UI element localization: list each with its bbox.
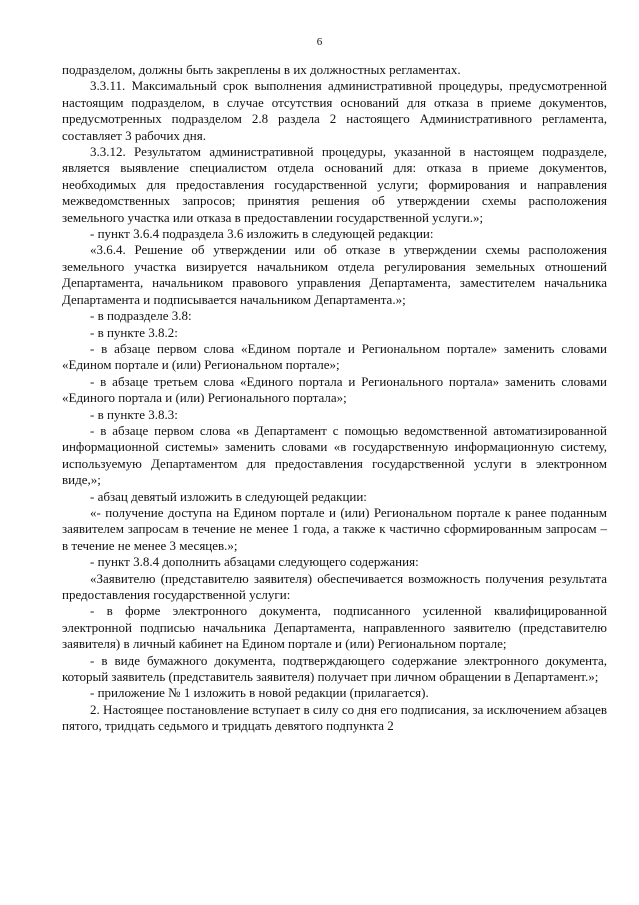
paragraph-3-8-4-paper: - в виде бумажного документа, подтверждающего содержание электронного документа, который заявитель (представитель заявителя) получает при личном обращении в Департамент.»; [62, 652, 607, 685]
paragraph-3-8-3-ninth: «- получение доступа на Едином портале и (или) Региональном портале к ранее поданным заявителем запросам в течение не менее 1 года, а также к частично сформированным запросам – в течение не менее 3 месяцев.»; [62, 504, 607, 553]
paragraph-3-8-4-intro: «Заявителю (представителю заявителя) обеспечивается возможность получения результата предоставления государственной услуги: [62, 570, 607, 602]
paragraph-3-3-12: 3.3.12. Результатом административной процедуры, указанной в настоящем подразделе, является выявление специалистом отдела оснований для: отказа в приеме документов, необходимых для предоставления государственной услуги; формирования и направления межведомственных запросов; принятия решения об утверждении схемы расположения земельного участка или отказа в предоставлении государственной услуги.»; [62, 144, 607, 225]
paragraph-3-8-2-first: - в абзаце первом слова «Едином портале и Региональном портале» заменить словами «Едином портале и (или) Региональном портале»; [62, 340, 607, 373]
paragraph-continuation: подразделом, должны быть закреплены в их должностных регламентах. [62, 62, 461, 77]
paragraph-appendix-1: - приложение № 1 изложить в новой редакции (прилагается). [90, 685, 429, 701]
paragraph-3-8-2-third: - в абзаце третьем слова «Единого портала и Регионального портала» заменить словами «Единого портала и (или) Регионального портала»; [62, 373, 607, 406]
paragraph-3-6-4: «3.6.4. Решение об утверждении или об отказе в утверждении схемы расположения земельного участка визируется начальником отдела регулирования земельных отношений Департамента, начальником правового управления Департамента, заместителем начальника Департамента и подписывается начальником Департамента.»; [62, 242, 607, 307]
paragraph-2-effective: 2. Настоящее постановление вступает в силу со дня его подписания, за исключением абзацев пятого, тридцать седьмого и тридцать девятого подпункта 2 [62, 701, 607, 734]
paragraph-3-3-11: 3.3.11. Максимальный срок выполнения административной процедуры, предусмотренной настоящим подразделом, в случае отсутствия оснований для отказа в приеме документов, предусмотренных подразделом 2.8 раздела 2 настоящего Административного регламента, составляет 3 рабочих дня. [62, 78, 607, 143]
paragraph-3-8-4-electronic: - в форме электронного документа, подписанного усиленной квалифицированной электронной подписью начальника Департамента, направленного заявителю (представителю заявителя) в личный кабинет на Едином портале и (или) Региональном портале; [62, 603, 607, 652]
paragraph-item-3-6-4-intro: - пункт 3.6.4 подраздела 3.6 изложить в следующей редакции: [90, 226, 434, 242]
paragraph-3-8-3-ninth-intro: - абзац девятый изложить в следующей редакции: [90, 488, 367, 504]
paragraph-3-8-3-first: - в абзаце первом слова «в Департамент с помощью ведомственной автоматизированной информационной системы» заменить словами «в государственную информационную систему, используемую Департаментом для предоставления государственной услуги в электронном виде,»; [62, 422, 607, 488]
page-number: 6 [316, 36, 323, 48]
document-body [62, 62, 607, 735]
paragraph-item-3-8-4: - пункт 3.8.4 дополнить абзацами следующего содержания: [90, 554, 419, 570]
paragraph-subsection-3-8: - в подразделе 3.8: [90, 308, 192, 324]
paragraph-item-3-8-2: - в пункте 3.8.2: [90, 324, 178, 340]
paragraph-item-3-8-3: - в пункте 3.8.3: [90, 406, 178, 422]
